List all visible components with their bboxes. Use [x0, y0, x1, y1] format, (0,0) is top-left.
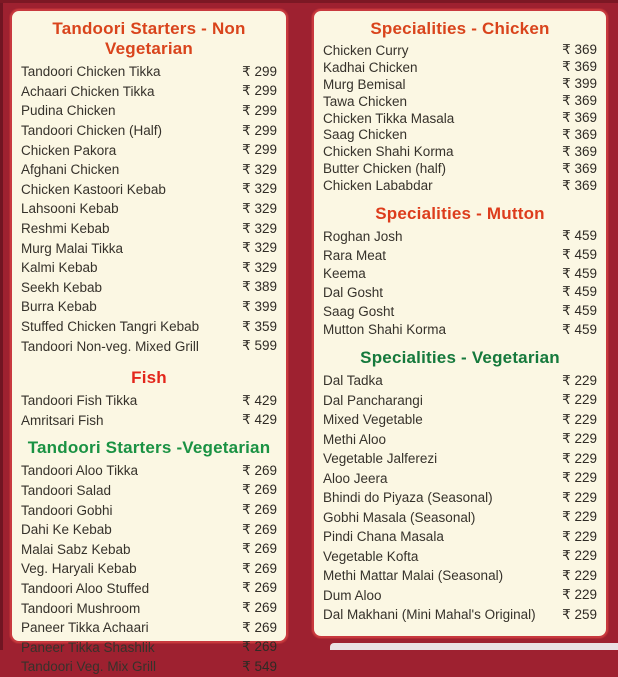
menu-item-price: ₹ 459: [562, 303, 597, 319]
menu-item-price: ₹ 229: [562, 509, 597, 525]
menu-item-row: [21, 559, 277, 579]
menu-item-name: Roghan Josh: [323, 228, 403, 244]
menu-item-price: ₹ 599: [242, 338, 277, 354]
menu-item-row: [323, 371, 597, 391]
menu-item-name: Chicken Tikka Masala: [323, 110, 455, 126]
menu-item-price: ₹ 369: [562, 160, 597, 176]
menu-item-price: ₹ 369: [562, 110, 597, 125]
menu-item-price: ₹ 229: [562, 450, 597, 466]
menu-item-row: [323, 320, 597, 339]
menu-panel-left: [10, 9, 288, 675]
menu-item-row: [21, 539, 277, 559]
menu-item-row: [323, 177, 597, 194]
menu-item-price: ₹ 269: [242, 600, 277, 616]
menu-item-price: ₹ 369: [562, 42, 597, 58]
menu-item-price: ₹ 229: [562, 392, 597, 408]
section-item-list: [21, 62, 277, 356]
menu-item-price: ₹ 329: [242, 161, 277, 177]
menu-item-name: Malai Sabz Kebab: [21, 541, 131, 557]
menu-item-name: Kadhai Chicken: [323, 59, 418, 75]
menu-item-name: Amritsari Fish: [21, 412, 104, 428]
menu-item-price: ₹ 229: [562, 489, 597, 505]
menu-item-row: [323, 488, 597, 508]
menu-item-price: ₹ 269: [242, 639, 277, 655]
menu-item-row: [21, 180, 277, 200]
section-title: Tandoori Starters -Vegetarian: [27, 438, 271, 458]
menu-item-row: [21, 637, 277, 657]
menu-item-price: ₹ 359: [242, 318, 277, 334]
menu-item-row: [21, 238, 277, 258]
menu-item-row: [323, 302, 597, 321]
menu-item-row: [323, 391, 597, 411]
menu-item-name: Tandoori Mushroom: [21, 600, 141, 616]
menu-panel-right: [312, 9, 608, 638]
menu-item-name: Tandoori Chicken Tikka: [21, 64, 161, 80]
menu-item-name: Chicken Pakora: [21, 142, 117, 158]
menu-item-name: Methi Aloo: [323, 431, 387, 447]
menu-board-frame-edge: [0, 0, 618, 3]
menu-item-row: [21, 317, 277, 337]
menu-item-row: [323, 143, 597, 160]
menu-item-name: Dal Gosht: [323, 284, 384, 300]
section-item-list: [323, 371, 597, 625]
menu-item-name: Veg. Haryali Kebab: [21, 561, 137, 577]
section-title: Specialities - Chicken: [370, 19, 550, 38]
section-item-list: [323, 42, 597, 194]
menu-item-price: ₹ 329: [242, 181, 277, 197]
menu-item-price: ₹ 269: [242, 521, 277, 537]
menu-item-price: ₹ 269: [242, 502, 277, 518]
menu-item-name: Tandoori Aloo Stuffed: [21, 580, 150, 596]
menu-item-row: [323, 527, 597, 547]
menu-item-price: ₹ 369: [562, 143, 597, 159]
section-title: Specialities - Mutton: [375, 204, 545, 224]
menu-item-row: [21, 411, 277, 431]
menu-item-row: [323, 605, 597, 625]
menu-item-price: ₹ 369: [562, 126, 597, 142]
menu-item-price: ₹ 369: [562, 59, 597, 75]
menu-item-price: ₹ 269: [242, 560, 277, 576]
menu-item-price: ₹ 269: [242, 580, 277, 596]
menu-item-name: Lahsooni Kebab: [21, 201, 119, 217]
menu-item-name: Butter Chicken (half): [323, 161, 447, 177]
menu-item-row: [21, 140, 277, 160]
menu-item-name: Pindi Chana Masala: [323, 529, 444, 545]
menu-item-row: [323, 246, 597, 265]
menu-item-name: Dal Pancharangi: [323, 392, 423, 408]
menu-item-name: Bhindi do Piyaza (Seasonal): [323, 490, 493, 506]
menu-item-price: ₹ 229: [562, 431, 597, 447]
menu-item-price: ₹ 229: [562, 372, 597, 388]
menu-item-name: Keema: [323, 266, 366, 282]
menu-item-name: Chicken Lababdar: [323, 178, 433, 194]
menu-item-row: [323, 410, 597, 430]
section-item-list: [21, 461, 277, 677]
menu-item-row: [323, 59, 597, 76]
menu-item-name: Tandoori Chicken (Half): [21, 123, 163, 139]
menu-item-name: Kalmi Kebab: [21, 260, 98, 276]
section-title: Fish: [131, 367, 167, 387]
menu-item-price: ₹ 459: [562, 265, 597, 281]
menu-item-row: [21, 297, 277, 317]
menu-item-row: [323, 76, 597, 93]
menu-item-price: ₹ 229: [562, 587, 597, 603]
menu-item-name: Tawa Chicken: [323, 93, 408, 109]
menu-item-row: [21, 278, 277, 298]
menu-item-price: ₹ 229: [562, 567, 597, 583]
menu-item-price: ₹ 259: [562, 606, 597, 622]
menu-item-name: Tandoori Salad: [21, 482, 112, 498]
menu-item-name: Tandoori Veg. Mix Grill: [21, 659, 157, 675]
menu-board-frame-edge: [0, 0, 3, 650]
menu-item-name: Tandoori Gobhi: [21, 502, 113, 518]
menu-item-price: ₹ 329: [242, 240, 277, 256]
menu-item-row: [323, 469, 597, 489]
menu-item-name: Saag Chicken: [323, 127, 408, 143]
section-item-list: [21, 391, 277, 430]
menu-item-price: ₹ 329: [242, 259, 277, 275]
menu-item-price: ₹ 429: [242, 392, 277, 408]
menu-item-price: ₹ 269: [242, 482, 277, 498]
menu-item-name: Reshmi Kebab: [21, 221, 110, 237]
menu-item-price: ₹ 229: [562, 528, 597, 544]
menu-item-price: ₹ 369: [562, 177, 597, 193]
menu-item-row: [21, 62, 277, 82]
menu-item-name: Murg Malai Tikka: [21, 240, 124, 256]
menu-item-price: ₹ 229: [562, 548, 597, 564]
menu-item-row: [21, 481, 277, 501]
menu-item-price: ₹ 459: [562, 321, 597, 337]
menu-item-name: Murg Bemisal: [323, 76, 406, 92]
menu-item-name: Gobhi Masala (Seasonal): [323, 509, 476, 525]
menu-item-row: [21, 657, 277, 677]
menu-item-price: ₹ 269: [242, 619, 277, 635]
menu-item-row: [323, 566, 597, 586]
menu-item-price: ₹ 329: [242, 200, 277, 216]
menu-item-price: ₹ 299: [242, 63, 277, 79]
section-title: Tandoori Starters - Non Vegetarian: [52, 19, 246, 58]
menu-item-row: [323, 508, 597, 528]
menu-item-name: Paneer Tikka Achaari: [21, 620, 149, 636]
menu-item-name: Paneer Tikka Shashlik: [21, 639, 155, 655]
menu-item-name: Chicken Curry: [323, 42, 409, 58]
section-item-list: [323, 227, 597, 339]
menu-item-row: [323, 283, 597, 302]
menu-item-row: [21, 461, 277, 481]
menu-item-price: ₹ 459: [562, 247, 597, 263]
menu-item-name: Pudina Chicken: [21, 103, 116, 119]
menu-item-name: Dum Aloo: [323, 587, 382, 603]
menu-item-row: [323, 126, 597, 143]
menu-item-row: [21, 160, 277, 180]
menu-item-price: ₹ 269: [242, 462, 277, 478]
menu-item-price: ₹ 399: [242, 298, 277, 314]
menu-item-name: Seekh Kebab: [21, 279, 103, 295]
menu-item-name: Vegetable Kofta: [323, 548, 419, 564]
menu-item-row: [21, 579, 277, 599]
menu-item-price: ₹ 389: [242, 279, 277, 295]
menu-item-row: [323, 547, 597, 567]
menu-item-price: ₹ 399: [562, 76, 597, 92]
menu-item-row: [323, 160, 597, 177]
menu-item-name: Methi Mattar Malai (Seasonal): [323, 568, 504, 584]
menu-item-name: Stuffed Chicken Tangri Kebab: [21, 319, 200, 335]
menu-item-price: ₹ 269: [242, 541, 277, 557]
menu-item-name: Tandoori Fish Tikka: [21, 393, 138, 409]
menu-item-name: Mixed Vegetable: [323, 412, 423, 428]
menu-item-name: Achaari Chicken Tikka: [21, 83, 155, 99]
menu-item-row: [323, 110, 597, 127]
menu-item-price: ₹ 299: [242, 142, 277, 158]
menu-item-row: [21, 598, 277, 618]
section-title: Specialities - Vegetarian: [360, 348, 560, 368]
menu-item-price: ₹ 299: [242, 122, 277, 138]
menu-item-name: Afghani Chicken: [21, 162, 120, 178]
menu-item-price: ₹ 229: [562, 470, 597, 486]
menu-item-price: ₹ 299: [242, 83, 277, 99]
menu-item-name: Dal Makhani (Mini Mahal's Original): [323, 607, 536, 623]
menu-item-name: Chicken Kastoori Kebab: [21, 181, 166, 197]
menu-item-row: [323, 449, 597, 469]
menu-item-price: ₹ 329: [242, 220, 277, 236]
menu-item-row: [21, 618, 277, 638]
menu-item-row: [323, 586, 597, 606]
menu-item-row: [21, 199, 277, 219]
menu-item-name: Rara Meat: [323, 247, 387, 263]
menu-item-row: [21, 258, 277, 278]
menu-item-row: [21, 121, 277, 141]
menu-item-name: Dahi Ke Kebab: [21, 522, 112, 538]
menu-item-price: ₹ 459: [562, 284, 597, 300]
menu-item-row: [21, 520, 277, 540]
menu-item-name: Vegetable Jalferezi: [323, 451, 438, 467]
menu-item-name: Tandoori Non-veg. Mixed Grill: [21, 338, 199, 354]
menu-item-price: ₹ 459: [562, 228, 597, 244]
menu-item-row: [21, 219, 277, 239]
menu-item-price: ₹ 429: [242, 412, 277, 428]
menu-item-name: Aloo Jeera: [323, 470, 388, 486]
menu-item-row: [323, 430, 597, 450]
menu-item-name: Chicken Shahi Korma: [323, 144, 454, 160]
menu-item-price: ₹ 549: [242, 658, 277, 674]
menu-item-row: [323, 227, 597, 246]
menu-item-row: [21, 82, 277, 102]
menu-item-price: ₹ 229: [562, 411, 597, 427]
menu-item-row: [323, 264, 597, 283]
menu-item-row: [21, 101, 277, 121]
menu-item-name: Burra Kebab: [21, 299, 97, 315]
menu-item-name: Dal Tadka: [323, 373, 383, 389]
menu-item-row: [21, 391, 277, 411]
menu-item-price: ₹ 299: [242, 102, 277, 118]
menu-item-price: ₹ 369: [562, 93, 597, 109]
partial-next-panel-edge: [330, 643, 618, 650]
menu-item-name: Tandoori Aloo Tikka: [21, 463, 139, 479]
menu-item-row: [21, 336, 277, 356]
menu-item-row: [323, 42, 597, 59]
menu-item-row: [21, 500, 277, 520]
menu-item-name: Saag Gosht: [323, 303, 395, 319]
menu-item-name: Mutton Shahi Korma: [323, 322, 447, 338]
menu-item-row: [323, 93, 597, 110]
